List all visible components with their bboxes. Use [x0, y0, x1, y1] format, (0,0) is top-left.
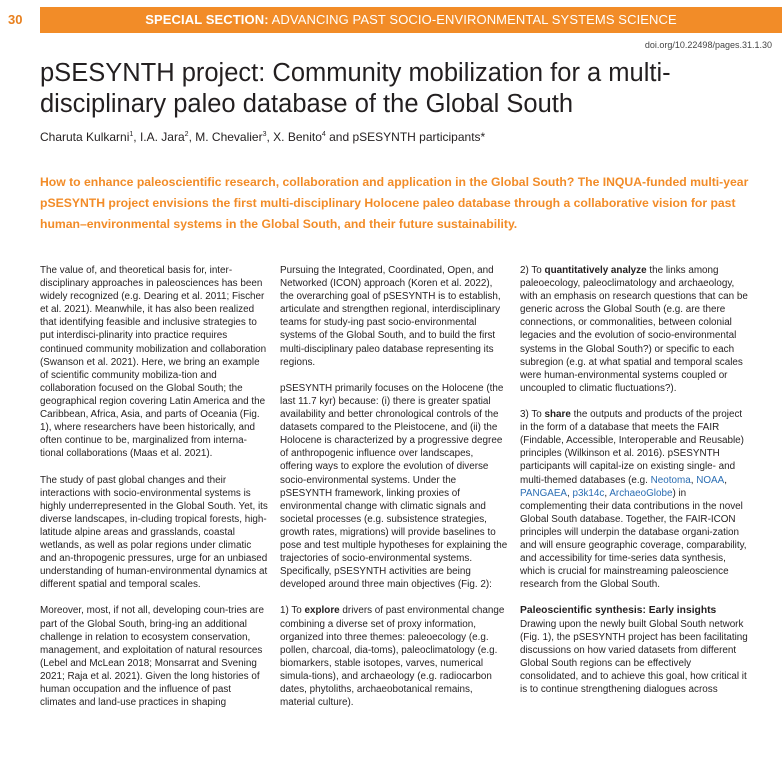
page-number: 30: [8, 12, 23, 27]
section-label: SPECIAL SECTION:: [145, 12, 269, 27]
author-affiliation: 4: [321, 131, 326, 138]
body-paragraph: The study of past global changes and their interactions with socio-environmental systems is highly underrepresented in the Global South. Yet, its diverse landscapes, in-cluding tropical forests, high-latitude alpine areas and grasslands, coastal wetlands, as well as polar regions under climatic and an-thropogenic pressures, urge for an unbiased understanding of human-environmental dynamics at different spatial and temporal scales.: [40, 474, 268, 591]
objective-prefix: 3) To: [520, 409, 545, 421]
database-link-archaeoglobe[interactable]: ArchaeoGlobe: [609, 487, 673, 499]
body-paragraph: The value of, and theoretical basis for, inter-disciplinary approaches in paleosciences has been widely recognized (e.g. Dearing et al. 2011; Fischer et al. 2021). Meanwhile, it has also been realized that identifying feasible and inclusive strategies to put interdisci-plinarity into practice requires continued community mobilization and collaboration (Swanson et al. 2021). Here, we bring an example of scientific community mobiliza-tion and collaboration focused on the Global South; the geographical region covering Latin America and the Caribbean, Africa, Asia, and parts of Oceania (Fig. 1), where researchers have been historically, and often continue to be, marginalized from interna-tional collaborations (Maas et al. 2021).: [40, 265, 267, 460]
body-column-3: [520, 264, 750, 696]
objective-keyword: share: [544, 409, 571, 421]
objective-text: ) in complementing their data contributions in the novel Global South database. Together, the FAIR-ICON principles will underpin the database organi-zation and will ensure geographic coverage, comparability, and accessibility for time-series data synthesis, which is crucial for mainstreaming paleoscience research from the Global South.: [520, 487, 747, 591]
objective-keyword: explore: [304, 605, 340, 617]
database-link-pangaea[interactable]: PANGAEA: [520, 487, 568, 499]
author-name: Charuta Kulkarni: [40, 130, 130, 144]
objective-text: the outputs and products of the project in the form of a database that meets the FAIR (Findable, Accessible, Interoperable and Reusable) principles (Wilkinson et al. 2016). pSESYNTH participants will capital-ize on existing single- and multi-themed databases (e.g.: [520, 409, 744, 486]
database-link-p3k14c[interactable]: p3k14c: [572, 487, 605, 499]
author-affiliation: 3: [262, 131, 267, 138]
author-conjunction: and: [325, 130, 353, 144]
objective-keyword: quantitatively analyze: [544, 265, 647, 276]
subsection: [520, 604, 750, 696]
body-paragraph: Pursuing the Integrated, Coordinated, Open, and Networked (ICON) approach (Koren et al. 2022), the overarching goal of pSESYNTH is to establish, articulate and strengthen regional, interdisciplinary teams for study-ing past socio-environmental systems of the Global South, and to build the first multi-disciplinary paleo database representing its regions.: [280, 265, 501, 368]
objective-1: [280, 604, 508, 709]
section-banner: [40, 7, 782, 33]
doi-link[interactable]: doi.org/10.22498/pages.31.1.30: [644, 40, 772, 50]
author-separator: ,: [188, 130, 196, 144]
author-list: [40, 130, 485, 144]
lead-paragraph: How to enhance paleoscientific research, collaboration and application in the Global South? The INQUA-funded multi-year pSESYNTH project envisions the first multi-disciplinary Holocene paleo database through a collaborative vision for past human–environmental systems in the Global South, and their future sustainability.: [40, 175, 749, 231]
objective-prefix: 1) To: [280, 605, 305, 617]
section-title: ADVANCING PAST SOCIO-ENVIRONMENTAL SYSTEMS SCIENCE: [271, 12, 677, 27]
author-name: I.A. Jara: [139, 130, 185, 144]
author-separator: ,: [133, 130, 140, 144]
author-name: M. Chevalier: [195, 130, 263, 144]
objective-3: 3) To share the outputs and products of the project in the form of a database that meets the FAIR (Findable, Accessible, Interoperable and Reusable) principles (Wilkinson et al. 2016). pSESYNTH participants will capital-ize on existing single- and multi-themed databases (e.g. Neotoma, NOAA, PANGAEA, p3k14c, ArchaeoGlobe) in complementing their data contributions in the novel Global South database. Together, the FAIR-ICON principles will underpin the database organi-zation and will ensure geographic coverage, comparability, and accessibility for time-series data synthesis, which is crucial for mainstreaming paleoscience research from the Global South.: [520, 409, 747, 591]
author-affiliation: 2: [184, 131, 189, 138]
author-separator: ,: [266, 130, 274, 144]
author-name: X. Benito: [273, 130, 322, 144]
body-paragraph: pSESYNTH primarily focuses on the Holocene (the last 11.7 kyr) because: (i) there is greater spatial availability and better chronological controls of the datasets compared to the Pleistocene, and (ii) the Holocene is characterized by a progressive degree of anthropogenic influence over landscapes, offering ways to explore the evolution of diverse socio-environmental systems. Under the pSESYNTH framework, linking proxies of environmental change with climatic signals and societal processes (e.g. subsistence strategies, growth rates, migrations) will provide baselines to pose and test multiple hypotheses for explaining the trajectories of socio-environmental systems. Specifically, pSESYNTH activities are being developed around three main objectives (Fig. 2):: [280, 382, 508, 591]
article-title: pSESYNTH project: Community mobilization for a multi-disciplinary paleo database of the Global South: [40, 59, 671, 118]
objective-prefix: 2) To: [520, 265, 545, 276]
objective-2: [520, 264, 750, 395]
body-paragraph: Moreover, most, if not all, developing coun-tries are part of the Global South, bring-ing an additional challenge in relation to ecosystem conservation, management, and exploitation of natural resources (Lebel and McLean 2018; Monsarrat and Svening 2021; Raja et al. 2021). Given the long histories of human occupation and the influence of past climates and land-use practices in shaping: [40, 605, 264, 709]
body-column-2: [280, 264, 508, 709]
objective-text: drivers of past environmental change combining a diverse set of proxy information, organized into three themes: paleoecology (e.g. pollen, charcoal, dia-toms), paleoclimatology (e.g. biomarkers, stable isotopes, varves, numerical simula-tions), and archaeology (e.g. radiocarbon dates, phytoliths, archaeobotanical remains, material culture).: [280, 605, 505, 709]
subsection-heading: Paleoscientific synthesis: Early insights: [520, 605, 717, 617]
database-link-neotoma[interactable]: Neotoma: [650, 474, 691, 486]
database-link-noaa[interactable]: NOAA: [696, 474, 725, 486]
body-column-1: [40, 264, 268, 709]
author-name: pSESYNTH participants*: [352, 130, 486, 144]
objective-text: the links among paleoecology, paleoclimatology and archaeology, with an emphasis on research questions that can be generic across the Global South (e.g. are there connections, or commonalities, between colonial legacies and the evolution of socio-environmental systems in the Global South?) or specific to each subregion (e.g. at what spatial and temporal scales were human-environmental systems coupled or uncoupled to climatic fluctuations?).: [520, 265, 748, 394]
author-affiliation: 1: [129, 131, 134, 138]
subsection-text: Drawing upon the newly built Global South network (Fig. 1), the pSESYNTH project has been facilitating discussions on how varied datasets from different Global South regions can be effectively consolidated, and to achieve this goal, how critical it is to continue strengthening dialogues across: [520, 618, 748, 695]
